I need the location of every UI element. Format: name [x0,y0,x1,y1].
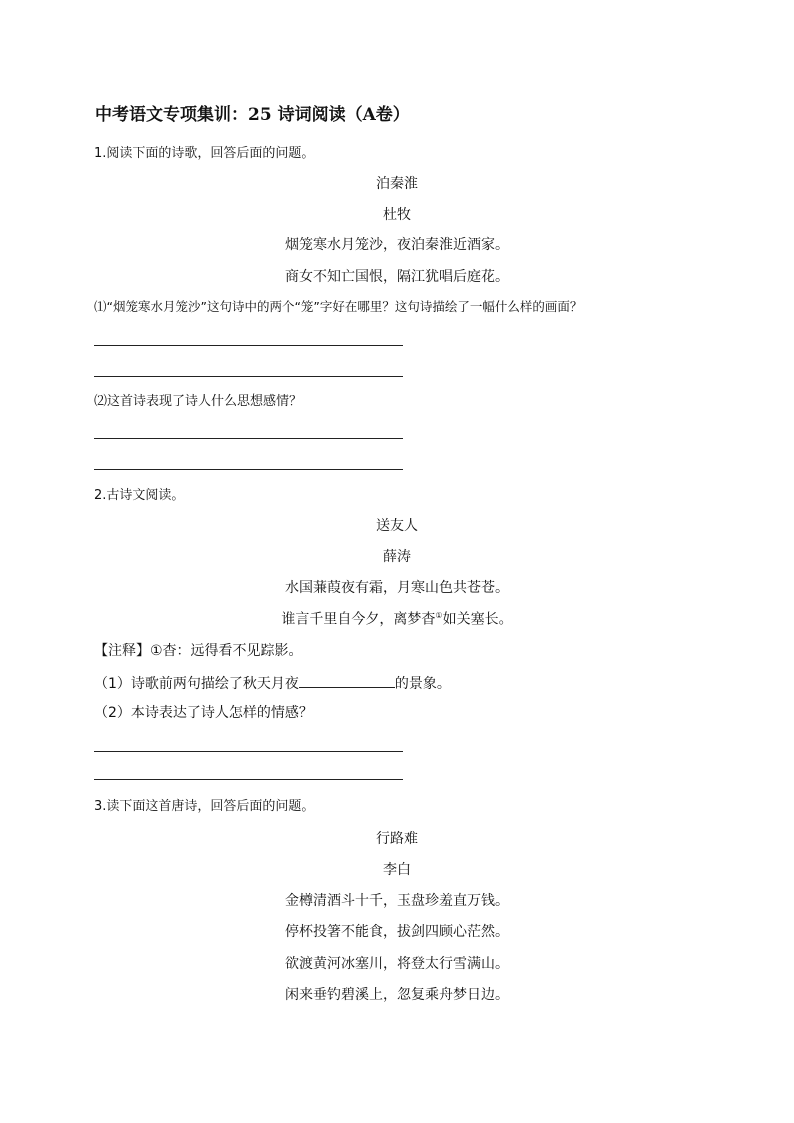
q2-poem-line-2 [0,612,794,627]
q1-poem-title: 泊秦淮 [376,176,418,192]
q1-prompt: 1.阅读下面的诗歌，回答后面的问题。 [94,146,315,161]
q2-subquestion-1-text: （1）诗歌前两句描绘了秋天月夜 [94,676,299,692]
q1-subquestion-2: ⑵这首诗表现了诗人什么思想感情？ [94,394,303,409]
q3-poem-line-1: 金樽清酒斗十千，玉盘珍羞直万钱。 [285,893,509,909]
answer-line[interactable] [94,345,403,346]
q2-poem-author: 薛涛 [383,549,411,565]
answer-line[interactable] [94,376,403,377]
q2-subquestion-1-text-end: 的景象。 [394,676,451,692]
q2-poem-line-2-text-end: 如关塞长。 [442,611,513,628]
q3-poem-title: 行路难 [376,831,418,847]
answer-line[interactable] [94,779,403,780]
q1-poem-author: 杜牧 [383,207,411,223]
q2-subquestion-2: （2）本诗表达了诗人怎样的情感？ [94,705,313,721]
q1-poem-line-2: 商女不知亡国恨，隔江犹唱后庭花。 [285,269,509,285]
q3-poem-line-4: 闲来垂钓碧溪上，忽复乘舟梦日边。 [285,987,509,1003]
answer-line[interactable] [94,469,403,470]
page-title: 中考语文专项集训：25 诗词阅读（A卷） [95,105,410,125]
fill-in-blank[interactable] [299,675,395,688]
footnote-marker: ① [435,611,443,620]
q2-poem-line-1: 水国蒹葭夜有霜，月寒山色共苍苍。 [285,580,509,596]
q2-poem-line-2-text: 谁言千里自今夕，离梦杳 [281,611,436,628]
q2-prompt: 2.古诗文阅读。 [94,488,185,503]
q3-poem-line-2: 停杯投箸不能食，拔剑四顾心茫然。 [285,924,509,940]
q1-poem-line-1: 烟笼寒水月笼沙，夜泊秦淮近酒家。 [285,237,509,253]
q1-subquestion-1: ⑴“烟笼寒水月笼沙”这句诗中的两个“笼”字好在哪里？这句诗描绘了一幅什么样的画面？ [94,299,583,314]
q3-prompt: 3.读下面这首唐诗，回答后面的问题。 [94,799,315,814]
answer-line[interactable] [94,438,403,439]
q2-subquestion-1 [94,675,451,691]
q3-poem-author: 李白 [383,862,411,878]
q3-poem-line-3: 欲渡黄河冰塞川，将登太行雪满山。 [285,956,509,972]
q2-poem-title: 送友人 [376,518,418,534]
answer-line[interactable] [94,751,403,752]
q2-annotation: 【注释】①杳：远得看不见踪影。 [94,643,303,659]
